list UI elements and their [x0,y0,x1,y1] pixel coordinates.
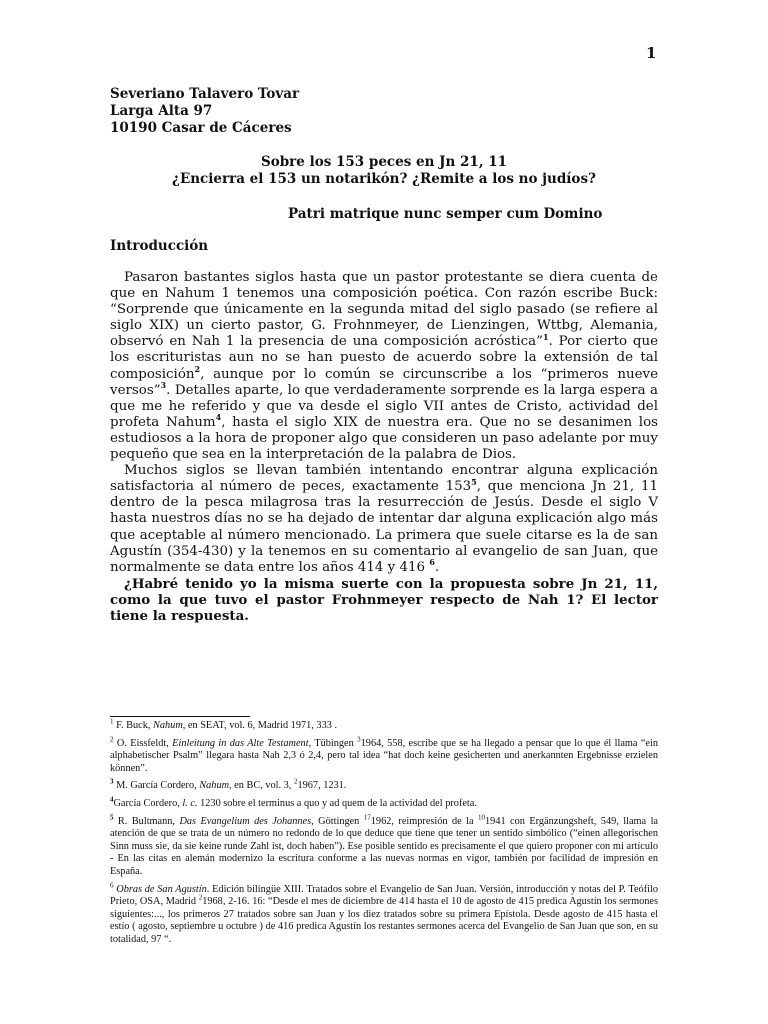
footnote-text: 1230 sobre el terminus a quo y ad quem de la actividad del profeta. [197,797,477,809]
footnote-italic: l. c. [182,797,198,809]
footnote-text: , en SEAT, vol. 6, Madrid 1971, 333 . [182,720,338,731]
footnote-text: 1967, 1231. [297,780,347,792]
footnote-text: 1941 con Ergänzungsheft, 549, llama la atención de que se trata de un número no redondo de lo que deduce que tiene que tener un sentido simbólico (“einen allegorischen Sinn muss sie, da sie keine runde Zahl ist, doch haben”). Ese posible sentido es precisamente el que quiero proponer con mi artículo - En las citas en alemán modernizo la escritura conforme a las nuevas normas en vigor, también por facilidad de impresión en España. [110,815,658,877]
paragraph-3: ¿Habré tenido yo la misma suerte con la propuesta sobre Jn 21, 11, como la que tuvo el pastor Frohnmeyer respecto de Nah 1? El lector tiene la respuesta. [110,575,658,624]
edition-sup: 2 [293,777,298,786]
footnote-italic: Das Evangelium des Johannes [179,815,312,827]
footnote-mark: 5 [110,813,114,822]
author-street: Larga Alta 97 [110,103,213,119]
footnote-mark: 3 [110,777,114,786]
footnote-1 [110,717,658,733]
edition-sup: 10 [478,813,486,822]
footnote-ref-1[interactable]: 1 [542,331,549,342]
footnote-ref-5[interactable]: 5 [471,476,477,487]
title-line-2: ¿Encierra el 153 un notarikón? ¿Remite a los no judíos? [172,171,596,187]
footnote-text: García Cordero, [113,797,183,809]
paragraph-1 [110,270,658,463]
footnote-mark: 6 [110,881,114,890]
footnote-text: , Göttingen [311,815,364,827]
footnote-separator [110,716,250,717]
section-heading: Introducción [110,238,209,254]
footnote-text: M. García Cordero, [113,780,200,792]
paragraph-text: Muchos siglos se llevan también intentando encontrar alguna explicación satisfactoria al número de peces, exactamente 153 [110,463,658,495]
footnote-2 [110,735,659,776]
footnote-text: , Tübingen [308,737,358,749]
paragraph-text: . Por cierto que los escrituristas aun no se han puesto de acuerdo sobre la extensión de tal composición [110,334,658,382]
footnote-text: 1968, 2-16. 16: “Desde el mes de diciembre de 414 hasta el 10 de agosto de 415 predica Agustín los sermones siguientes:..., los primeros 27 tratados sobre san Juan y los diez tratados sobre su primera Epístola. Desde agosto de 415 hasta el estío ( agosto, septiembre u octubre ) de 416 predica Agustín los restantes sermones acerca del Evangelio de San Juan que son, en su totalidad, 97 “. [110,896,658,945]
footnotes [110,717,659,952]
paragraph-text: Pasaron bastantes siglos hasta que un pastor protestante se diera cuenta de que en Nahum 1 tenemos una composición poética. Con razón escribe Buck: “Sorprende que únicamente en la segunda mitad del siglo pasado (se refiere al siglo XIX) un cierto pastor, G. Frohnmeyer, de Lienzingen, Wttbg, Alemania, observó en Nah 1 la presencia de una composición acróstica” [110,270,658,350]
paragraph-text: , que menciona Jn 21, 11 dentro de la pesca milagrosa tras la resurrección de Jesús. Desde el siglo V hasta nuestros días no se ha dejado de intentar dar alguna explicación algo más que aceptable al número mencionado. La primera que suele citarse es la de san Agustín (354-430) y la tenemos en su comentario al evangelio de san Juan, que normalmente se data entre los años 414 y 416 [110,479,658,575]
footnote-text: O. Eissfeldt, [113,737,173,749]
paragraph-text: . Detalles aparte, lo que verdaderamente sorprende es la larga espera a que me he referido y que va desde el siglo VII antes de Cristo, actividad del profeta Nahum [110,382,658,430]
footnote-mark: 4 [110,795,114,804]
author-block [110,86,299,137]
footnote-text: R. Bultmann, [113,815,180,827]
author-name: Severiano Talavero Tovar [110,86,300,102]
footnote-ref-2[interactable]: 2 [194,364,201,375]
footnote-text: . Edición bilingüe XIII. Tratados sobre el Evangelio de San Juan. Versión, introducción y notas del P. Teófilo Prieto, OSA, Madrid [110,883,658,908]
footnote-ref-4[interactable]: 4 [215,412,222,423]
author-city: 10190 Casar de Cáceres [110,120,292,136]
page-number: 1 [646,44,657,62]
edition-sup: 17 [363,813,371,822]
paragraph-text: , aunque por lo común se circunscribe a los “primeros nueve versos” [110,366,658,398]
paragraph-2 [110,463,658,576]
footnote-italic: Obras de San Agustín [113,883,207,895]
footnote-text: 1962, reimpresión de la [370,815,479,827]
footnote-3 [110,777,658,793]
footnote-ref-6[interactable]: 6 [429,557,435,568]
footnote-text: , en BC, vol. 3, [229,780,294,792]
edition-sup: 3 [357,735,361,744]
edition-sup: 2 [198,893,203,902]
paragraph-text: , hasta el siglo XIX de nuestra era. Que no se desanimen los estudiosos a la hora de proponer algo que consideren un paso adelante por muy pequeño que sea en la interpretación de la palabra de Dios. [110,414,658,463]
footnote-text: F. Buck, [113,720,154,731]
footnote-4 [110,795,658,811]
footnote-italic: Nahum [153,720,183,731]
footnote-ref-3[interactable]: 3 [160,380,167,391]
body-text [110,270,658,624]
paragraph-text: . [434,559,440,575]
article-title [110,154,658,188]
title-line-1: Sobre los 153 peces en Jn 21, 11 [260,154,508,170]
footnote-text: 1964, 558, escribe que se ha llegado a pensar que lo que él llama “ein alphabetischer Psalm” llegara hasta Nah 2,3 ó 2,4, pero tal idea “hat doch keine gesicherten und anerkannten Ergebnisse erzielen können”. [110,737,659,774]
footnote-mark: 2 [110,735,114,744]
footnote-italic: Nahum [199,780,230,792]
footnote-5 [110,813,658,879]
dedication: Patri matrique nunc semper cum Domino [288,206,603,222]
footnote-6 [110,881,658,947]
footnote-mark: 1 [110,717,114,726]
footnote-italic: Einleitung in das Alte Testament [172,737,309,749]
